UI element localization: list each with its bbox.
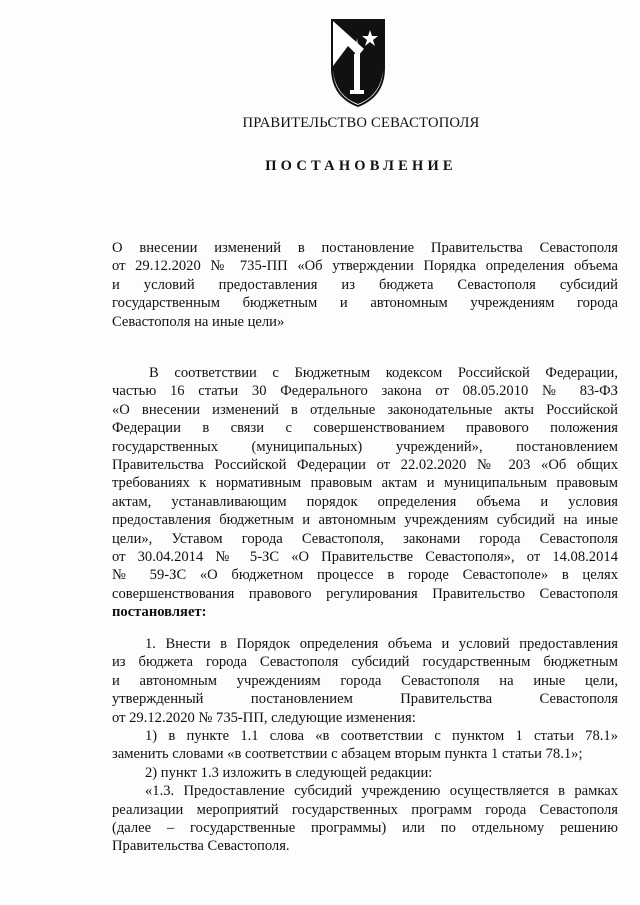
- title-line: и условий предоставления из бюджета Севастополя субсидий: [112, 276, 618, 293]
- sevastopol-coat-of-arms-icon: [328, 16, 388, 108]
- subitem-line: заменить словами «в соответствии с абзацем вторым пункта 1 статьи 78.1»;: [112, 746, 583, 763]
- preamble-line: совершенствования правового регулирования Правительство Севастополя: [112, 585, 618, 602]
- preamble-line: № 59-ЗС «О бюджетном процессе в городе Севастополе» в целях: [112, 567, 618, 584]
- preamble-line: Федерации в связи с совершенствованием правового положения: [112, 420, 618, 437]
- title-line: Севастополя на иные цели»: [112, 313, 285, 330]
- preamble-line: от 30.04.2014 № 5-ЗС «О Правительстве Севастополя», от 14.08.2014: [112, 548, 618, 565]
- item-1: [112, 635, 618, 856]
- item-line: от 29.12.2020 № 735-ПП, следующие изменения:: [112, 709, 416, 726]
- resolves-line: [112, 603, 618, 621]
- org-name: ПРАВИТЕЛЬСТВО СЕВАСТОПОЛЯ: [242, 115, 480, 131]
- preamble-line: частью 16 статьи 30 Федерального закона от 08.05.2010 № 83-ФЗ: [112, 383, 618, 400]
- item-line: из бюджета города Севастополя субсидий государственным бюджетным: [112, 654, 618, 671]
- preamble-line: цели», Уставом города Севастополя, законами города Севастополя: [112, 530, 618, 547]
- preamble: [112, 364, 618, 621]
- item-line: утвержденный постановлением Правительства Севастополя: [112, 691, 618, 708]
- resolves-word: постановляет:: [112, 604, 207, 621]
- title-line: государственным бюджетным и автономным учреждениям города: [112, 295, 618, 312]
- quote-line: (далее – государственные программы) или по отдельному решению: [112, 819, 618, 836]
- preamble-line: Правительства Российской Федерации от 22.02.2020 № 203 «Об общих: [112, 456, 618, 473]
- quote-line: Правительства Севастополя.: [112, 838, 290, 855]
- title-line: О внесении изменений в постановление Правительства Севастополя: [112, 240, 618, 256]
- preamble-line: государственных (муниципальных) учреждений», постановлением: [112, 438, 618, 455]
- doc-type-heading: ПОСТАНОВЛЕНИЕ: [265, 158, 457, 174]
- preamble-line: требованиях к нормативным правовым актам и муниципальным правовым: [112, 475, 618, 492]
- subitem-line: 2) пункт 1.3 изложить в следующей редакции:: [145, 764, 433, 781]
- document-title: [112, 239, 618, 331]
- preamble-line: предоставления бюджетным и автономным учреждениям субсидий на иные: [112, 512, 618, 529]
- subitem-line: 1) в пункте 1.1 слова «в соответствии с пунктом 1 статьи 78.1»: [145, 727, 618, 744]
- item-line: 1. Внести в Порядок определения объема и условий предоставления: [145, 636, 618, 652]
- quote-line: «1.3. Предоставление субсидий учреждению осуществляется в рамках: [145, 783, 618, 800]
- preamble-line: В соответствии с Бюджетным кодексом Российской Федерации,: [149, 365, 618, 381]
- title-line: от 29.12.2020 № 735-ПП «Об утверждении Порядка определения объема: [112, 258, 618, 275]
- preamble-line: актам, устанавливающим порядок определения объема и условия: [112, 493, 618, 510]
- quote-line: реализации мероприятий государственных программ города Севастополя: [112, 801, 618, 818]
- preamble-line: «О внесении изменений в отдельные законодательные акты Российской: [112, 401, 618, 418]
- item-line: и автономным учреждениям города Севастополя на иные цели,: [112, 672, 618, 689]
